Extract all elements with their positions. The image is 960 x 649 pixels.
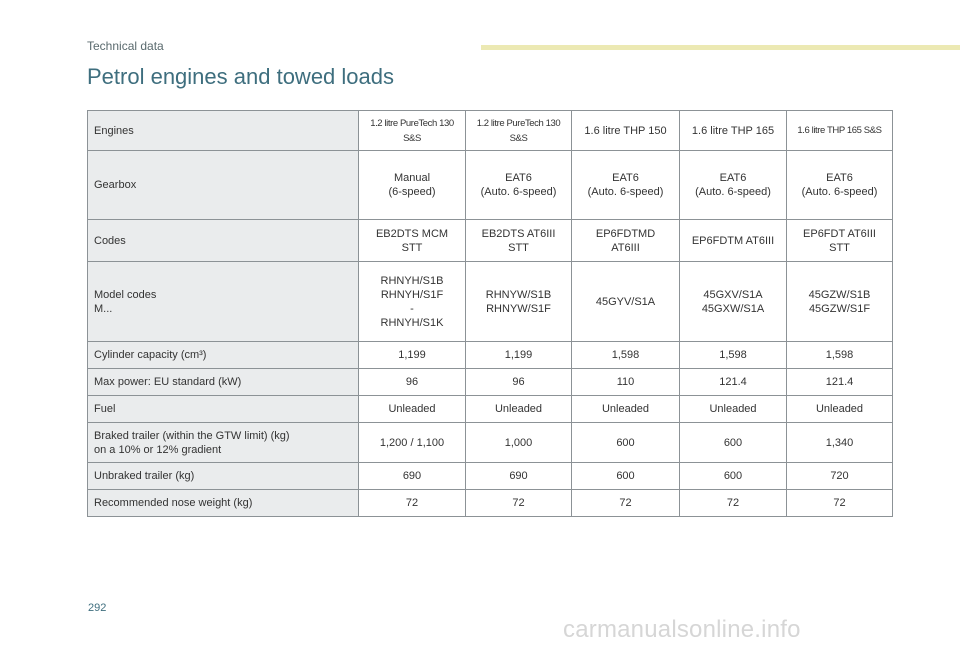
cell-line: 72 (512, 497, 525, 509)
cell-line: Unleaded (815, 403, 864, 415)
row-label-line: Unbraked trailer (kg) (94, 470, 195, 482)
cell-line: 720 (830, 470, 849, 482)
cell-line: EP6FDTMD (595, 227, 656, 240)
table-cell (572, 396, 680, 423)
row-label (88, 342, 359, 369)
table-cell (466, 262, 572, 342)
table-cell (466, 463, 572, 490)
cell-line: 45GZW/S1F (808, 302, 871, 315)
cell-line: EP6FDT AT6III (803, 227, 876, 240)
row-label-line: Codes (94, 234, 126, 247)
row-label-line: Cylinder capacity (cm³) (94, 349, 207, 361)
cell-line: 1,000 (504, 436, 533, 449)
cell-line: Unleaded (601, 403, 650, 415)
cell-line: Unleaded (388, 403, 436, 415)
cell-line: (Auto. 6-speed) (587, 186, 664, 198)
table-row (88, 490, 893, 517)
table-cell (680, 396, 787, 423)
cell-line: Unleaded (494, 403, 543, 415)
cell-line: 600 (723, 436, 743, 449)
cell-line: EAT6 (826, 172, 853, 184)
cell-line: EB2DTS AT6III (481, 227, 556, 240)
table-row (88, 220, 893, 262)
cell-line: EP6FDTM AT6III (691, 234, 775, 247)
table-row (88, 463, 893, 490)
cell-line: 1,199 (504, 349, 533, 361)
table-cell (680, 151, 787, 220)
cell-line: 72 (619, 497, 632, 509)
row-label (88, 262, 359, 342)
row-label-line: Fuel (94, 403, 116, 415)
page-number: 292 (88, 602, 107, 614)
cell-line: 1,340 (825, 436, 854, 449)
row-label (88, 423, 359, 463)
cell-line: RHNYW/S1B (485, 288, 552, 301)
cell-line: EB2DTS MCM (375, 227, 449, 240)
header-accent-bar (481, 45, 960, 50)
cell-line: STT (829, 241, 850, 254)
row-label (88, 463, 359, 490)
cell-line: STT (508, 241, 529, 254)
cell-line: 96 (512, 376, 525, 388)
row-label (88, 396, 359, 423)
cell-line: 45GXW/S1A (701, 302, 765, 315)
cell-line: 110 (616, 376, 635, 388)
table-cell (466, 423, 572, 463)
table-cell (359, 463, 466, 490)
engine-header-cell: 1.6 litre THP 165 (680, 111, 787, 151)
table-row (88, 262, 893, 342)
cell-line: RHNYH/S1B (380, 274, 444, 287)
row-label (88, 369, 359, 396)
cell-line: 1,598 (825, 349, 854, 361)
table-cell (359, 220, 466, 262)
engine-header-cell: 1.6 litre THP 150 (572, 111, 680, 151)
watermark: carmanualsonline.info (563, 616, 801, 643)
table-cell (359, 490, 466, 517)
cell-line: 690 (509, 470, 528, 482)
cell-line: 600 (723, 470, 743, 482)
engine-header-cell: 1.2 litre PureTech 130 S&S (359, 111, 466, 151)
table-row (88, 369, 893, 396)
table-cell (680, 220, 787, 262)
table-cell (359, 342, 466, 369)
cell-line: EAT6 (612, 172, 639, 184)
row-label-line: Gearbox (94, 179, 137, 191)
cell-line: Manual (393, 172, 431, 184)
table-cell (572, 369, 680, 396)
cell-line: STT (401, 241, 423, 254)
table-cell (787, 342, 893, 369)
section-label: Technical data (87, 39, 164, 53)
cell-line: 121.4 (825, 376, 854, 388)
table-cell (787, 220, 893, 262)
cell-line: RHNYH/S1K (380, 316, 444, 329)
cell-line: 1,598 (719, 349, 747, 361)
towed-loads-table (87, 110, 893, 517)
table-cell (572, 423, 680, 463)
table-cell (680, 342, 787, 369)
table-row (88, 423, 893, 463)
table-cell (680, 423, 787, 463)
table-cell (787, 396, 893, 423)
cell-line: 72 (405, 497, 419, 509)
table-cell (572, 490, 680, 517)
table-cell (466, 220, 572, 262)
table-row (88, 151, 893, 220)
cell-line: 45GZW/S1B (808, 288, 871, 301)
table-cell (466, 490, 572, 517)
row-label (88, 490, 359, 517)
table-cell (572, 220, 680, 262)
cell-line: (Auto. 6-speed) (480, 186, 557, 198)
row-label-line: Max power: EU standard (kW) (94, 376, 242, 388)
table-cell (787, 423, 893, 463)
cell-line: 72 (833, 497, 846, 509)
table-cell (359, 396, 466, 423)
table-cell (787, 369, 893, 396)
cell-line: 600 (616, 436, 635, 449)
cell-line: 690 (402, 470, 422, 482)
table-cell (680, 490, 787, 517)
row-label-line: Model codes (94, 288, 157, 301)
table-cell (572, 151, 680, 220)
cell-line: EAT6 (505, 172, 532, 184)
engine-header-cell: 1.2 litre PureTech 130 S&S (466, 111, 572, 151)
table-cell (787, 262, 893, 342)
table-cell (680, 262, 787, 342)
engine-header-cell: 1.6 litre THP 165 S&S (787, 111, 893, 151)
table-cell (359, 151, 466, 220)
cell-line: EAT6 (719, 172, 747, 184)
row-label-line: M... (94, 302, 113, 315)
cell-line: 121.4 (719, 376, 747, 388)
cell-line: RHNYH/S1F (380, 288, 444, 301)
row-label-line: Recommended nose weight (kg) (94, 497, 253, 509)
cell-line: - (410, 302, 414, 315)
table-cell (466, 396, 572, 423)
cell-line: (Auto. 6-speed) (801, 186, 878, 198)
table-cell (466, 369, 572, 396)
cell-line: AT6III (611, 241, 640, 254)
table-row (88, 396, 893, 423)
table-cell (359, 423, 466, 463)
table-cell (787, 151, 893, 220)
row-label-line: on a 10% or 12% gradient (94, 443, 222, 456)
row-label (88, 220, 359, 262)
table-cell (572, 342, 680, 369)
cell-line: 600 (616, 470, 635, 482)
table-cell (680, 369, 787, 396)
table-cell (787, 490, 893, 517)
cell-line: (6-speed) (388, 186, 436, 198)
cell-line: 45GYV/S1A (595, 295, 656, 308)
cell-line: 1,199 (398, 349, 426, 361)
cell-line: 96 (405, 376, 419, 388)
table-cell (787, 463, 893, 490)
cell-line: 72 (726, 497, 740, 509)
cell-line: 1,598 (611, 349, 640, 361)
cell-line: Unleaded (709, 403, 757, 415)
table-cell (466, 151, 572, 220)
row-label-line: Braked trailer (within the GTW limit) (kg) (94, 429, 290, 442)
table-cell (680, 463, 787, 490)
engines-header-label: Engines (88, 111, 359, 151)
cell-line: (Auto. 6-speed) (695, 186, 771, 198)
table-cell (359, 369, 466, 396)
table-cell (572, 463, 680, 490)
table-header-row (88, 111, 893, 151)
cell-line: 1,200 / 1,100 (379, 436, 445, 449)
cell-line: 45GXV/S1A (703, 288, 763, 301)
table-cell (466, 342, 572, 369)
table-cell (572, 262, 680, 342)
cell-line: RHNYW/S1F (486, 302, 551, 315)
row-label (88, 151, 359, 220)
table-cell (359, 262, 466, 342)
table-row (88, 342, 893, 369)
table-body (88, 111, 893, 517)
page-title: Petrol engines and towed loads (87, 64, 394, 89)
